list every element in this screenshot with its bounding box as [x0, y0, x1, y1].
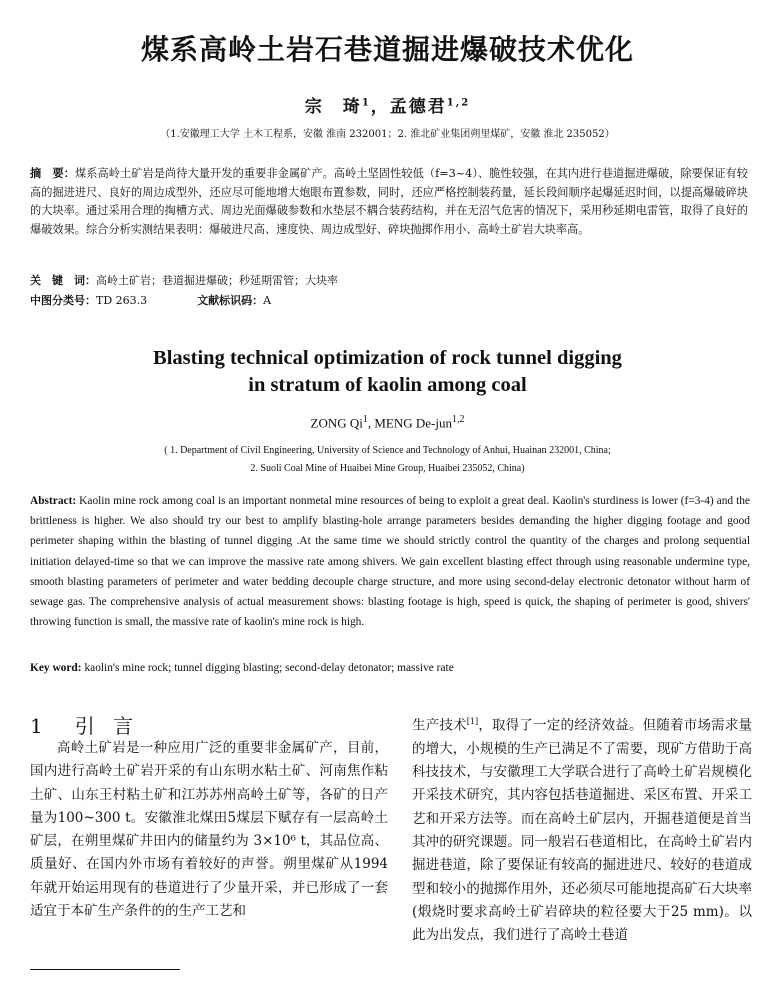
english-title	[0, 345, 775, 399]
chinese-author-2: 孟德君	[389, 97, 447, 117]
chinese-title: 煤系高岭土岩石巷道掘进爆破技术优化	[140, 33, 634, 66]
english-affiliation-line-1: ( 1. Department of Civil Engineering, University of Science and Technology of Anhui, Huainan 232001, China;	[164, 445, 611, 456]
chinese-author-2-affil: 1,2	[446, 97, 471, 109]
chinese-author-separator: ，	[370, 97, 390, 117]
chinese-affiliation: （1.安徽理工大学 土木工程系，安徽 淮南 232001；2. 淮北矿业集团朔里煤矿，安徽 淮北 235052）	[160, 129, 615, 140]
english-title-line-2: in stratum of kaolin among coal	[248, 374, 527, 396]
chinese-keywords-label: 关 键 词：	[30, 274, 96, 287]
footnote-divider	[30, 969, 180, 970]
classification-label: 中图分类号：	[30, 294, 96, 307]
classification-line	[30, 292, 748, 308]
english-abstract-label: Abstract:	[30, 495, 77, 507]
chinese-abstract	[30, 165, 748, 240]
chinese-keywords	[30, 272, 748, 288]
left-column-paragraph: 高岭土矿岩是一种应用广泛的重要非金属矿产，目前，国内进行高岭土矿岩开采的有山东明水粘土矿、河南焦作粘土矿、山东王村粘土矿和江苏苏州高岭土矿等，各矿的日产量为100~300 t。安徽淮北煤田5煤层下赋存有一层高岭土矿层，在朔里煤矿井田内的储量约为 3×10⁶ t，其品位高、质量好、在国内外市场有着较好的声誉。朔里煤矿从1994年就开始运用现有的巷道进行了少量开采，并已形成了一套适宜于本矿生产条件的的生产工艺和	[30, 740, 388, 920]
reference-citation: [1]	[466, 717, 479, 726]
english-author-1-affil: 1	[362, 414, 368, 425]
chinese-authors	[0, 92, 775, 117]
english-author-2: MENG De-jun	[374, 415, 452, 431]
chinese-keywords-text: 高岭土矿岩；巷道掘进爆破；秒延期雷管；大块率	[96, 274, 338, 287]
english-abstract	[30, 491, 750, 632]
english-keywords	[30, 662, 750, 674]
document-code-value: A	[263, 294, 272, 307]
right-column-paragraph	[412, 710, 752, 947]
english-keywords-label: Key word:	[30, 662, 82, 674]
document-code-label: 文献标识码：	[197, 294, 264, 307]
english-title-line-1: Blasting technical optimization of rock tunnel digging	[153, 347, 622, 369]
english-affiliation-line-2: 2. Suoli Coal Mine of Huaibei Mine Group, Huaibei 235052, China)	[250, 463, 525, 474]
chinese-abstract-text: 煤系高岭土矿岩是尚待大量开发的重要非金属矿产。高岭土坚固性较低（f=3~4）、脆性较强，在其内进行巷道掘进爆破，除要保证有较高的掘进进尺、良好的周边成型外，还应尽可能地增大炮眼布置参数，同时，还应严格控制装药量，延长段间顺序起爆延迟时间，以提高爆破碎块的大块率。通过采用合理的掏槽方式、周边光面爆破参数和水垫层不耦合装药结构，并在无沼气危害的情况下，采用秒延期电雷管，取得了良好的爆破效果。综合分析实测结果表明：爆破进尺高、速度快、周边成型好、碎块抛掷作用小、高岭土矿岩大块率高。	[30, 167, 748, 237]
english-author-separator: ,	[367, 415, 375, 431]
right-column-text-start: 生产技术	[412, 717, 467, 734]
chinese-author-1-affil: 1	[361, 97, 371, 109]
english-authors	[0, 414, 775, 431]
section-heading: 1 引 言	[30, 714, 140, 738]
english-author-1: ZONG Qi	[310, 415, 363, 431]
chinese-abstract-label: 摘 要：	[30, 167, 76, 180]
english-keywords-text: kaolin's mine rock; tunnel digging blasting; second-delay detonator; massive rate	[84, 662, 454, 674]
right-column-text-rest: ，取得了一定的经济效益。但随着市场需求量的增大，小规模的生产已满足不了需要，现矿方借助于高科技技术，与安徽理工大学联合进行了高岭土矿岩规模化开采技术研究，其内容包括巷道掘进、采区布置、开采工艺和开采方法等。而在高岭土矿层内，开掘巷道便是首当其冲的研究课题。同一般岩石巷道相比，在高岭土矿岩内掘进巷道，除了要保证有较高的掘进进尺、较好的巷道成型和较小的抛掷作用外，还必须尽可能地提高矿石大块率(煅烧时要求高岭土矿岩碎块的粒径要大于25 mm)。以此为出发点，我们进行了高岭土巷道	[412, 717, 753, 944]
chinese-author-1: 宗 琦	[304, 97, 362, 117]
english-affiliation	[0, 442, 775, 478]
english-abstract-text: Kaolin mine rock among coal is an important nonmetal mine resources of being to exploit a great deal. Kaolin's sturdiness is lower (f=3-4) and the brittleness is higher. We also should try our best to amplify blasting-hole arrange parameters besides demanding the higher digging footage and good perimeter shaping within the blasting of tunnel digging .At the same time we should strictly control the quantity of the charges and prolong sequential initiation delayed-time so that we can improve the massive rate among shivers. We gain excellent blasting effect through using reasonable undermine type, smooth blasting parameters of perimeter and water bedding decouple charge structure, and more using second-delay electronic detonator without harm of sewage gas. The comprehensive analysis of actual measurement shows: blasting footage is high, speed is quick, the shaping of perimeter is good, shivers' throwing function is small, the massive rate of kaolin's mine rock is high.	[30, 495, 750, 629]
english-author-2-affil: 1,2	[452, 414, 465, 425]
classification-value: TD 263.3	[96, 294, 148, 307]
